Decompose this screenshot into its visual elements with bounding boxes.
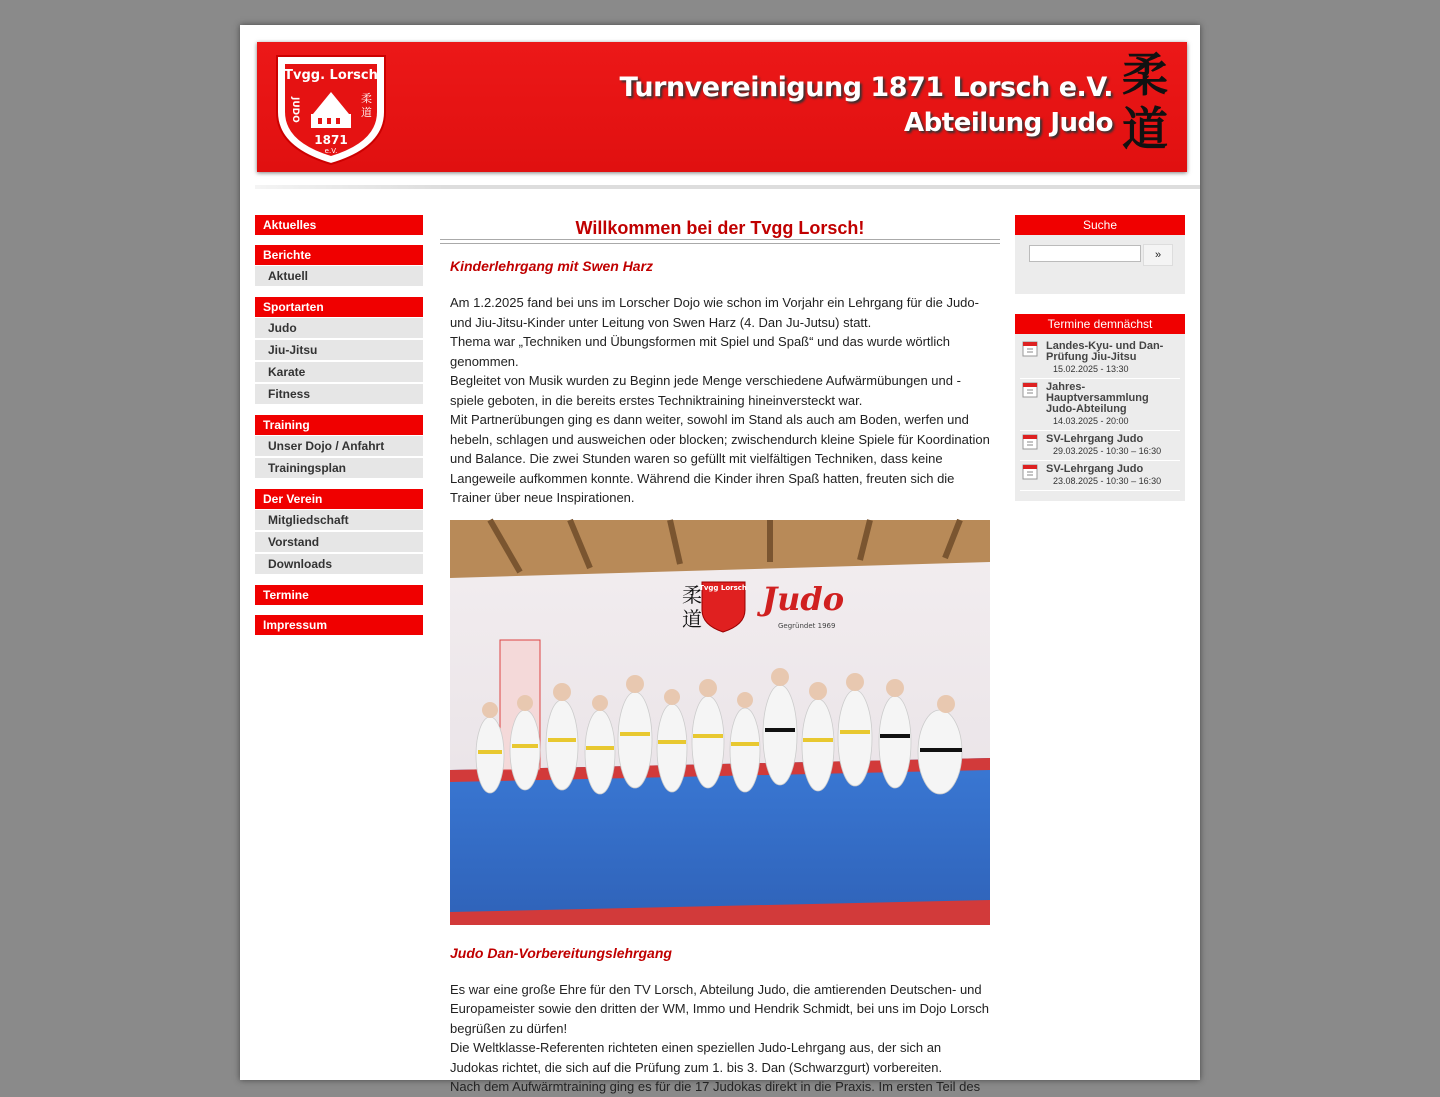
svg-text:Tvgg Lorsch: Tvgg Lorsch (699, 583, 747, 592)
event-item[interactable] (1020, 379, 1180, 431)
event-text (1046, 382, 1180, 427)
events-list (1015, 334, 1185, 501)
event-date: 23.08.2025 - 10:30 – 16:30 (1053, 476, 1162, 486)
event-text (1046, 341, 1180, 375)
svg-text:Gegründet 1969: Gegründet 1969 (778, 621, 836, 630)
search-box (1015, 215, 1185, 294)
svg-text:柔: 柔 (682, 582, 702, 607)
page-title: Willkommen bei der Tvgg Lorsch! (575, 218, 865, 238)
article-title[interactable]: Kinderlehrgang mit Swen Harz (450, 258, 654, 274)
right-sidebar (1015, 215, 1185, 501)
title-divider (440, 239, 1000, 244)
search-box-body (1015, 235, 1185, 294)
nav-group (255, 489, 423, 575)
judo-kanji: 柔道 (1122, 48, 1168, 156)
svg-text:Tvgg. Lorsch: Tvgg. Lorsch (284, 68, 378, 83)
event-title[interactable]: Landes-Kyu- und Dan-Prüfung Jiu-Jitsu (1046, 340, 1164, 363)
nav-group (255, 215, 423, 235)
search-input[interactable] (1029, 245, 1141, 262)
nav-group (255, 585, 423, 605)
event-text (1046, 434, 1180, 457)
event-item[interactable] (1020, 338, 1180, 379)
article-title[interactable]: Judo Dan-Vorbereitungslehrgang (450, 944, 672, 961)
svg-text:道: 道 (361, 106, 372, 119)
nav-item-sportarten[interactable]: Sportarten (255, 297, 423, 317)
nav-subitem-trainingsplan[interactable]: Trainingsplan (255, 458, 423, 479)
events-box-title: Termine demnächst (1015, 314, 1185, 334)
calendar-icon (1022, 434, 1038, 450)
event-title[interactable]: SV-Lehrgang Judo (1046, 433, 1144, 445)
nav-item-berichte[interactable]: Berichte (255, 245, 423, 265)
svg-text:柔: 柔 (361, 92, 372, 105)
event-title[interactable]: Jahres-Hauptversammlung Judo-Abteilung (1046, 381, 1149, 415)
nav-item-impressum[interactable]: Impressum (255, 615, 423, 635)
article-kinderlehrgang (440, 258, 1000, 925)
event-item[interactable] (1020, 461, 1180, 491)
site-subtitle: Abteilung Judo (904, 108, 1113, 138)
nav-subitem-karate[interactable]: Karate (255, 362, 423, 383)
nav-subitem-jiu-jitsu[interactable]: Jiu-Jitsu (255, 340, 423, 361)
svg-text:Judo: Judo (762, 579, 845, 618)
upcoming-events-box (1015, 314, 1185, 501)
svg-text:e.V.: e.V. (324, 147, 338, 155)
svg-text:1871: 1871 (314, 133, 348, 147)
search-box-title: Suche (1015, 215, 1185, 235)
main-content (440, 215, 1000, 1097)
article-paragraph: Nach dem Aufwärmtraining ging es für die 17 Judokas direkt in die Praxis. Im ersten Teil des (450, 1079, 981, 1094)
calendar-icon (1022, 382, 1038, 398)
event-date: 15.02.2025 - 13:30 (1053, 364, 1129, 374)
event-date: 14.03.2025 - 20:00 (1053, 416, 1129, 426)
nav-item-aktuelles[interactable]: Aktuelles (255, 215, 423, 235)
article-paragraph: Am 1.2.2025 fand bei uns im Lorscher Dojo wie schon im Vorjahr ein Lehrgang für die Judo- und Jiu-Jitsu-Kinder unter Leitung von Swen Harz (4. Dan Ju-Jutsu) statt. (450, 295, 979, 330)
event-date: 29.03.2025 - 10:30 – 16:30 (1053, 446, 1162, 456)
nav-item-termine[interactable]: Termine (255, 585, 423, 605)
calendar-icon (1022, 464, 1038, 480)
nav-group (255, 297, 423, 405)
article-paragraph: Mit Partnerübungen ging es dann weiter, sowohl im Stand als auch am Boden, werfen und hebeln, schlagen und ausweichen oder blocken; zwischendurch kleine Spiele für Koordination und Balance. Die zwei Stunden waren so gefüllt mit vielfältigen Techniken, dass keine Langeweile aufkommen konnte. Während die Kinder ihren Spaß hatten, freuten sich die Trainer über neue Inspirationen. (450, 412, 990, 505)
event-text (1046, 464, 1180, 487)
nav-group (255, 245, 423, 287)
site-title: Turnvereinigung 1871 Lorsch e.V. (619, 72, 1113, 103)
svg-text:道: 道 (682, 606, 702, 631)
calendar-icon (1022, 341, 1038, 357)
site-header (257, 42, 1187, 172)
nav-group (255, 415, 423, 479)
nav-subitem-mitgliedschaft[interactable]: Mitgliedschaft (255, 510, 423, 531)
page (240, 25, 1200, 1094)
nav-item-der-verein[interactable]: Der Verein (255, 489, 423, 509)
nav-subitem-downloads[interactable]: Downloads (255, 554, 423, 575)
article-paragraph: Es war eine große Ehre für den TV Lorsch, Abteilung Judo, die amtierenden Deutschen- und Europameister sowie den dritten der WM, Immo und Hendrik Schmidt, bei uns im Dojo Lorsch begrüßen zu dürfen! (450, 981, 989, 1036)
nav-group (255, 615, 423, 635)
event-item[interactable] (1020, 431, 1180, 461)
main-navigation (255, 215, 423, 645)
nav-subitem-fitness[interactable]: Fitness (255, 384, 423, 405)
nav-item-training[interactable]: Training (255, 415, 423, 435)
event-title[interactable]: SV-Lehrgang Judo (1046, 463, 1144, 475)
nav-subitem-judo[interactable]: Judo (255, 318, 423, 339)
group-photo (450, 520, 990, 925)
header-divider (255, 185, 1200, 189)
nav-subitem-unser-dojo-anfahrt[interactable]: Unser Dojo / Anfahrt (255, 436, 423, 457)
article-dan-vorbereitung (440, 945, 1000, 1097)
article-paragraph: Begleitet von Musik wurden zu Beginn jede Menge verschiedene Aufwärmübungen und -spiele geboten, in die bereits erstes Techniktraining hineinversteckt war. (450, 373, 961, 408)
club-logo[interactable] (273, 52, 389, 166)
svg-text:JUDO: JUDO (290, 97, 300, 123)
article-paragraph: Die Weltklasse-Referenten richteten einen speziellen Judo-Lehrgang aus, der sich an Judokas richtet, die sich auf die Prüfung zum 1. bis 3. Dan (Schwarzgurt) vorbereiten. (450, 1040, 943, 1075)
search-button[interactable]: » (1143, 244, 1173, 266)
article-paragraph: Thema war „Techniken und Übungsformen mit Spiel und Spaß“ und das wurde wörtlich genommen. (450, 334, 951, 369)
nav-subitem-aktuell[interactable]: Aktuell (255, 266, 423, 287)
nav-subitem-vorstand[interactable]: Vorstand (255, 532, 423, 553)
